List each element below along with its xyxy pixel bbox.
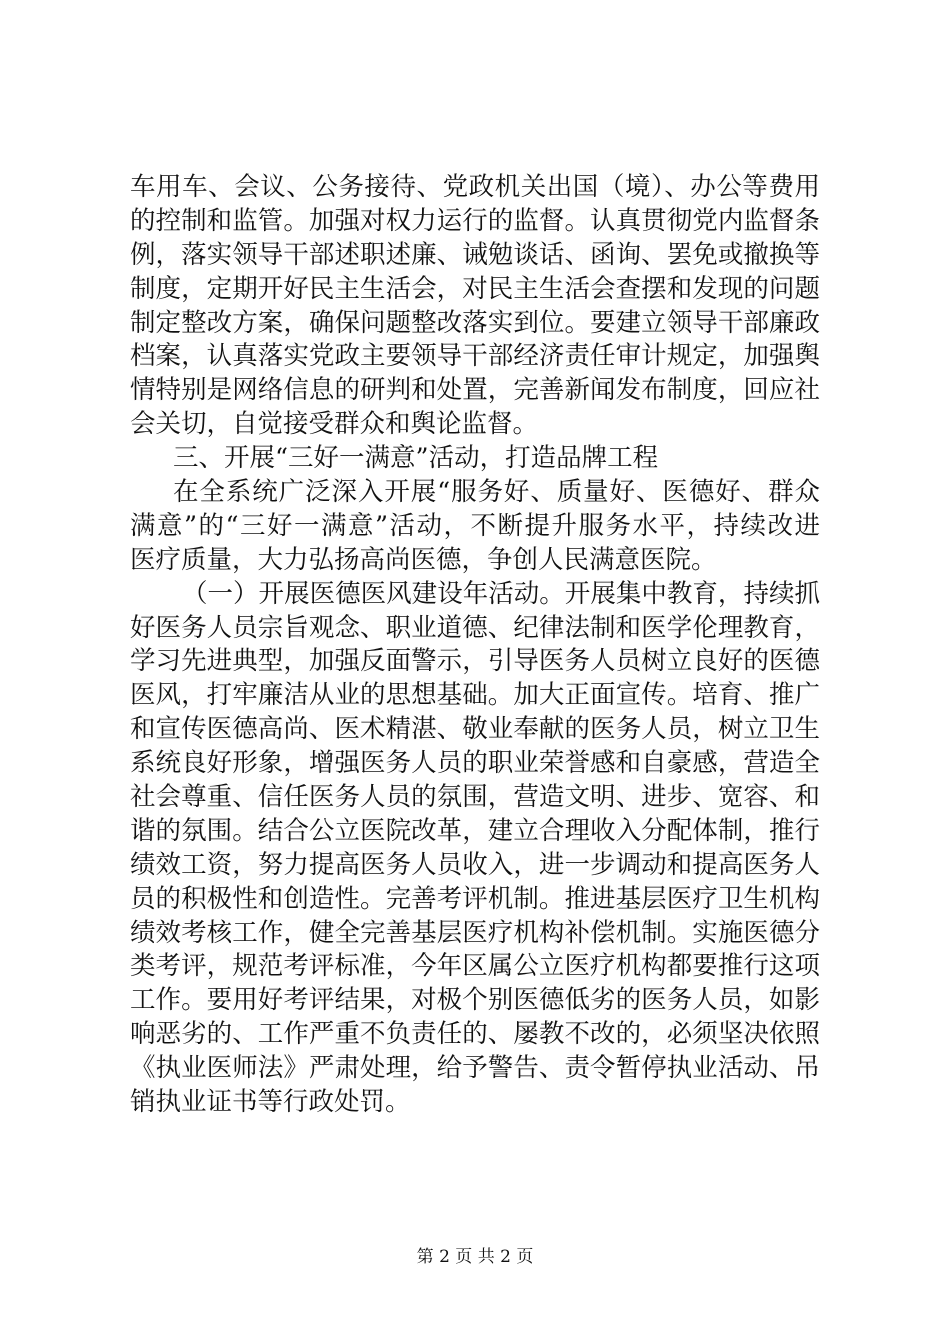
document-body: [130, 171, 820, 1120]
paragraph-line: 医风，打牢廉洁从业的思想基础。加大正面宣传。培育、推广: [130, 680, 820, 711]
paragraph-line: 类考评，规范考评标准，今年区属公立医疗机构都要推行这项: [130, 951, 820, 982]
paragraph-line: 谐的氛围。结合公立医院改革，建立合理收入分配体制，推行: [130, 815, 820, 846]
paragraph-line: 在全系统广泛深入开展“服务好、质量好、医德好、群众: [173, 477, 820, 508]
paragraph-line: 系统良好形象，增强医务人员的职业荣誉感和自豪感，营造全: [130, 748, 820, 779]
paragraph-line: 好医务人员宗旨观念、职业道德、纪律法制和医学伦理教育，: [130, 612, 820, 643]
paragraph-line: 的控制和监管。加强对权力运行的监督。认真贯彻党内监督条: [130, 205, 820, 236]
paragraph-line: 学习先进典型，加强反面警示，引导医务人员树立良好的医德: [130, 646, 820, 677]
paragraph-line: 医疗质量，大力弘扬高尚医德，争创人民满意医院。: [130, 544, 717, 575]
paragraph-line: 《执业医师法》严肃处理，给予警告、责令暂停执业活动、吊: [130, 1053, 820, 1084]
paragraph-line: 工作。要用好考评结果，对极个别医德低劣的医务人员，如影: [130, 985, 820, 1016]
paragraph-line: 满意”的“三好一满意”活动，不断提升服务水平，持续改进: [130, 510, 820, 541]
paragraph-line: 和宣传医德高尚、医术精湛、敬业奉献的医务人员，树立卫生: [130, 714, 820, 745]
paragraph-line: 社会尊重、信任医务人员的氛围，营造文明、进步、宽容、和: [130, 782, 820, 813]
paragraph-line: 响恶劣的、工作严重不负责任的、屡教不改的，必须坚决依照: [130, 1019, 820, 1050]
paragraph-line: 例，落实领导干部述职述廉、诫勉谈话、函询、罢免或撤换等: [130, 239, 820, 270]
page-number-footer: 第 2 页 共 2 页: [416, 1247, 534, 1267]
paragraph-line: 制度，定期开好民主生活会，对民主生活会查摆和发现的问题: [130, 273, 820, 304]
paragraph-line: 档案，认真落实党政主要领导干部经济责任审计规定，加强舆: [130, 341, 820, 372]
paragraph-line: 销执业证书等行政处罚。: [130, 1087, 411, 1118]
paragraph-line: 制定整改方案，确保问题整改落实到位。要建立领导干部廉政: [130, 307, 820, 338]
paragraph-line: 情特别是网络信息的研判和处置，完善新闻发布制度，回应社: [130, 375, 820, 406]
section-heading: 三、开展“三好一满意”活动，打造品牌工程: [173, 443, 659, 474]
paragraph-line: 车用车、会议、公务接待、党政机关出国（境）、办公等费用: [130, 172, 820, 202]
paragraph-line: 绩效考核工作，健全完善基层医疗机构补偿机制。实施医德分: [130, 917, 820, 948]
paragraph-line: 会关切，自觉接受群众和舆论监督。: [130, 409, 539, 440]
paragraph-line: 绩效工资，努力提高医务人员收入，进一步调动和提高医务人: [130, 849, 820, 880]
subsection-heading-line: （一）开展医德医风建设年活动。开展集中教育，持续抓: [182, 578, 820, 609]
paragraph-line: 员的积极性和创造性。完善考评机制。推进基层医疗卫生机构: [130, 883, 820, 914]
